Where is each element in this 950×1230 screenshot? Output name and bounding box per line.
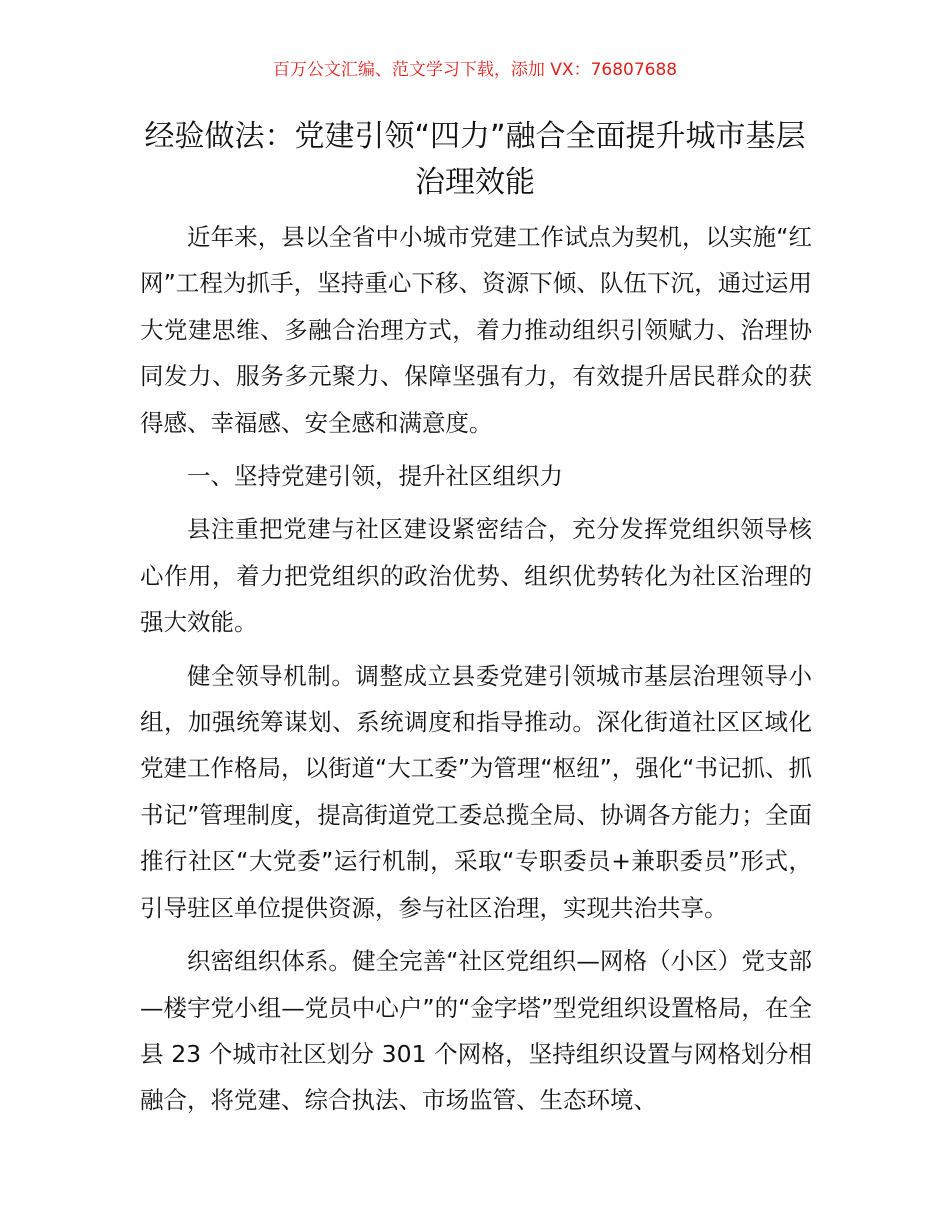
section-heading-1: 一、坚持党建引领，提升社区组织力 — [187, 462, 563, 491]
document-title: 经验做法：党建引领“四力”融合全面提升城市基层治理效能 — [144, 119, 806, 200]
paragraph-intro: 近年来，县以全省中小城市党建工作试点为契机，以实施“红网”工程为抓手，坚持重心下移、资源下倾、队伍下沉，通过运用大党建思维、多融合治理方式，着力推动组织引领赋力、治理协同发力、服务多元聚力、保障坚强有力，有效提升居民群众的获得感、幸福感、安全感和满意度。 — [140, 223, 812, 437]
document-body — [140, 214, 812, 1131]
paragraph-leadership-mechanism: 健全领导机制。调整成立县委党建引领城市基层治理领导小组，加强统筹谋划、系统调度和指导推动。深化街道社区区域化党建工作格局，以街道“大工委”为管理“枢纽”，强化“书记抓、抓书记”管理制度，提高街道党工委总揽全局、协调各方能力；全面推行社区“大党委”运行机制，采取“专职委员+兼职委员”形式，引导驻区单位提供资源，参与社区治理，实现共治共享。 — [140, 661, 812, 922]
paragraph-organization-system: 织密组织体系。健全完善“社区党组织—网格（小区）党支部—楼宇党小组—党员中心户”的“金字塔”型党组织设置格局，在全县 23 个城市社区划分 301 个网格，坚持组织设置与网格划分相融合，将党建、综合执法、市场监管、生态环境、 — [140, 947, 812, 1115]
watermark-banner: 百万公文汇编、范文学习下载，添加 VX：76807688 — [272, 60, 678, 80]
paragraph-section-1: 县注重把党建与社区建设紧密结合，充分发挥党组织领导核心作用，着力把党组织的政治优势、组织优势转化为社区治理的强大效能。 — [140, 515, 812, 637]
